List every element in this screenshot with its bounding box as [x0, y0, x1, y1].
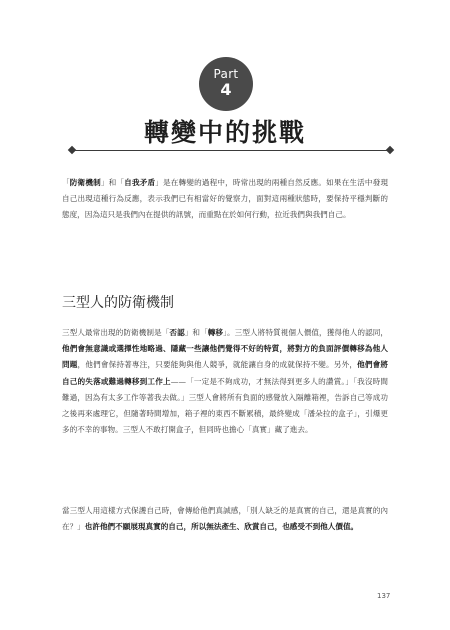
part-label: Part: [213, 67, 239, 81]
body1-term-denial: 否認: [169, 328, 185, 337]
title-divider: [72, 150, 390, 151]
intro-paragraph: [62, 175, 388, 224]
intro-term-self-contradiction: 自我矛盾: [124, 178, 156, 187]
body1-emphasis-1: 他們會無意識或選擇性地略過、隱藏一些讓他們覺得不好的特質，將對方的負面評價轉移為他人問題: [62, 344, 388, 370]
page-number: 137: [377, 592, 391, 600]
body1-term-displacement: 轉移: [207, 328, 224, 337]
body1-emphasis-2: 他們會將自己的失落或難過轉移到工作上: [62, 360, 389, 386]
intro-text-1: 「: [62, 178, 70, 187]
body1-text-1: 三型人最常出現的防衛機制是「: [62, 328, 170, 337]
body-paragraph-2: [62, 503, 388, 535]
body1-text-5: ——「一定是不夠成功，才無法得到更多人的讚賞。」「我沒時間難過，因為有太多工作等著我去做。」三型人會將所有負面的感覺放入隔離箱裡，告訴自己等成功之後再來處理它，但隨著時間增加，箱子裡的東西不斷累積，最終變成「潘朵拉的盒子」，引爆更多的不幸的事物。三型人不敢打開盒子，但同時也擔心「真實」藏了進去。: [62, 376, 389, 435]
body1-text-3: 」。三型人將特質視個人價值，獲得他人的認同，: [223, 328, 389, 337]
body2-emphasis: 也許他們不願展現真實的自己，所以無法產生、欣賞自己，也感受不到他人價值。: [84, 522, 359, 532]
body-paragraph-1: [62, 325, 388, 438]
intro-text-2: 」和「: [100, 178, 125, 187]
part-number: 4: [220, 80, 232, 99]
intro-term-defense-mechanism: 防衛機制: [69, 178, 101, 187]
intro-text-3: 」是在轉變的過程中，時常出現的兩種自然反應。如果在生活中發現自己出現這種行為反應，表示我們已有相當好的覺察力，面對這兩種狀態時，要保持平穩判斷的態度，因為這只是我們內在提供的訊號，而重點在於如何行動，拉近我們與我們自己。: [62, 178, 389, 220]
part-badge: [199, 57, 253, 111]
body2-text-1: 當三型人用這樣方式保護自己時，會傳給他們真誠感，「別人缺乏的是真實的自己，還是真實的內在？」: [62, 506, 388, 532]
chapter-title: 轉變中的挑戰: [143, 118, 306, 147]
body1-text-4: ，他們會保持著專注，只要能夠與他人競爭，就能讓自身的成就保持不變。另外，: [77, 360, 358, 370]
body1-text-2: 」和「: [184, 328, 208, 337]
section-heading: 三型人的防衛機制: [62, 295, 174, 311]
